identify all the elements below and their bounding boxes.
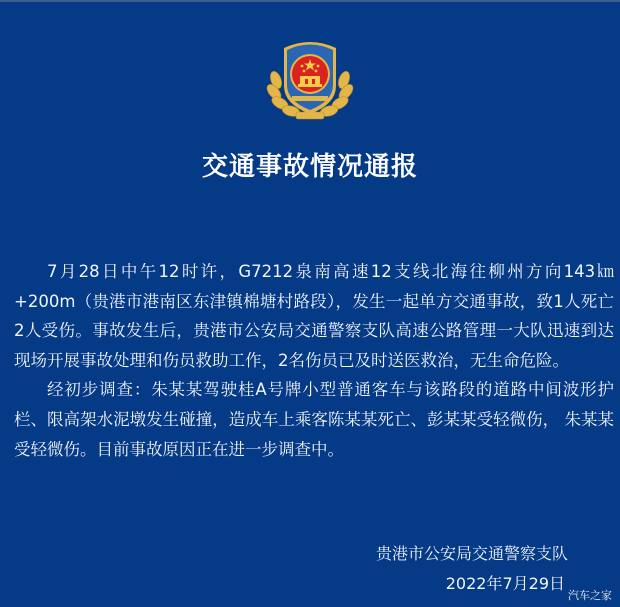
police-emblem-icon <box>262 28 358 124</box>
signature-block <box>376 539 568 599</box>
paragraph-incident: 7月28日中午12时许，G7212泉南高速12支线北海往柳州方向143㎞+200m（贵港市港南区东津镇棉塘村路段），发生一起单方交通事故，致1人死亡2人受伤。事故发生后，贵港市公安局交通警察支队高速公路管理一大队迅速到达现场开展事故处理和伤员救助工作，2名伤员已及时送医救治，无生命危险。 <box>14 262 614 370</box>
top-border-line <box>0 0 620 2</box>
issue-date: 2022年7月29日 <box>445 574 565 593</box>
notice-body <box>14 257 614 464</box>
watermark: 汽车之家 <box>568 589 612 602</box>
issuing-organization: 贵港市公安局交通警察支队 <box>375 544 568 563</box>
page-title: 交通事故情况通报 <box>201 152 418 182</box>
paragraph-investigation: 经初步调查：朱某某驾驶桂A号牌小型普通客车与该路段的道路中间波形护栏、限高架水泥墩发生碰撞，造成车上乘客陈某某死亡、彭某某受轻微伤， 朱某某受轻微伤。目前事故原因正在进一步调查中。 <box>14 380 614 459</box>
